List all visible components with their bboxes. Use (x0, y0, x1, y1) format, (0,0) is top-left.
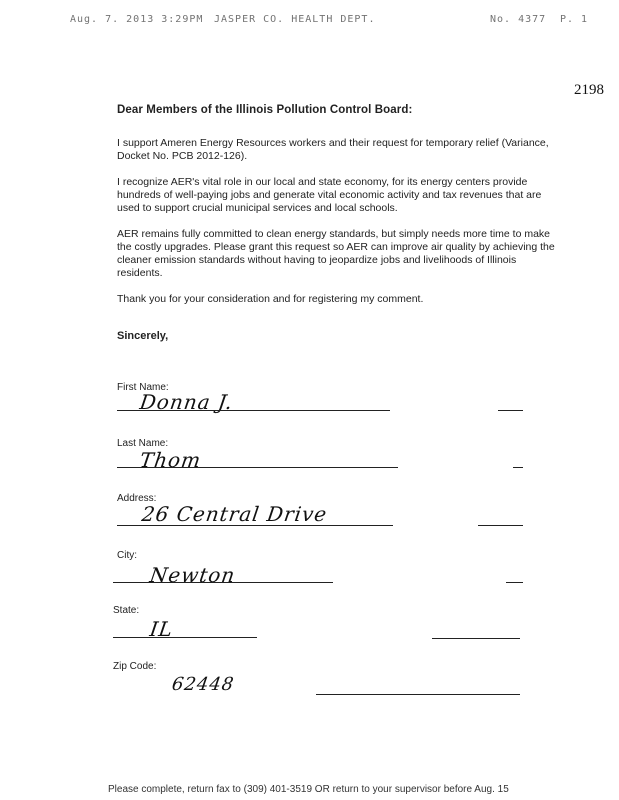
last-name-label: Last Name: (117, 438, 169, 449)
first-name-label: First Name: (117, 382, 169, 393)
fax-header (70, 14, 590, 28)
footer-note: Please complete, return fax to (309) 401-3519 OR return to your supervisor before Aug. 15 (108, 784, 509, 795)
fax-date: Aug. 7. 2013 3:29PM (70, 14, 204, 25)
paragraph-thanks: Thank you for your consideration and for registering my comment. (117, 293, 424, 305)
zip-code-label: Zip Code: (113, 661, 157, 672)
city-value[interactable]: Newton (148, 563, 238, 587)
fax-organization: JASPER CO. HEALTH DEPT. (214, 14, 376, 25)
last-name-line-short (513, 467, 523, 468)
last-name-line (117, 467, 398, 468)
fax-page: P. 1 (560, 14, 589, 25)
address-line-short (478, 525, 523, 526)
state-label: State: (113, 605, 140, 616)
first-name-value[interactable]: Donna J. (138, 390, 235, 414)
address-label: Address: (117, 493, 157, 504)
paragraph-support: I support Ameren Energy Resources workers and their request for temporary relief (Variance, Docket No. PCB 2012-126). (117, 137, 549, 162)
state-line (113, 637, 257, 638)
address-value[interactable]: 26 Central Drive (140, 502, 329, 526)
state-line-short (432, 638, 520, 639)
letter-body (117, 104, 557, 343)
fax-number: No. 4377 (490, 14, 547, 25)
page-number: 2198 (574, 82, 604, 98)
last-name-value[interactable]: Thom (138, 448, 203, 472)
city-line-short (506, 582, 523, 583)
paragraph-commitment: AER remains fully committed to clean energy standards, but simply needs more time to make the costly upgrades. Please grant this request so AER can improve air quality by achieving the cleaner emission standards without having to jeopardize jobs and livelihoods of Illinois residents. (117, 228, 555, 279)
paragraph-recognize: I recognize AER's vital role in our local and state economy, for its energy centers provide hundreds of well-paying jobs and generate vital economic activity and tax revenues that are used to support crucial municipal services and local schools. (117, 176, 542, 214)
closing: Sincerely, (117, 330, 169, 342)
salutation: Dear Members of the Illinois Pollution Control Board: (117, 104, 413, 116)
city-label: City: (117, 550, 137, 561)
zip-code-line (316, 694, 520, 695)
address-line (117, 525, 393, 526)
state-value[interactable]: IL (148, 617, 175, 641)
zip-code-value[interactable]: 62448 (170, 674, 236, 695)
city-line (113, 582, 333, 583)
first-name-line-short (498, 410, 523, 411)
first-name-line (117, 410, 390, 411)
